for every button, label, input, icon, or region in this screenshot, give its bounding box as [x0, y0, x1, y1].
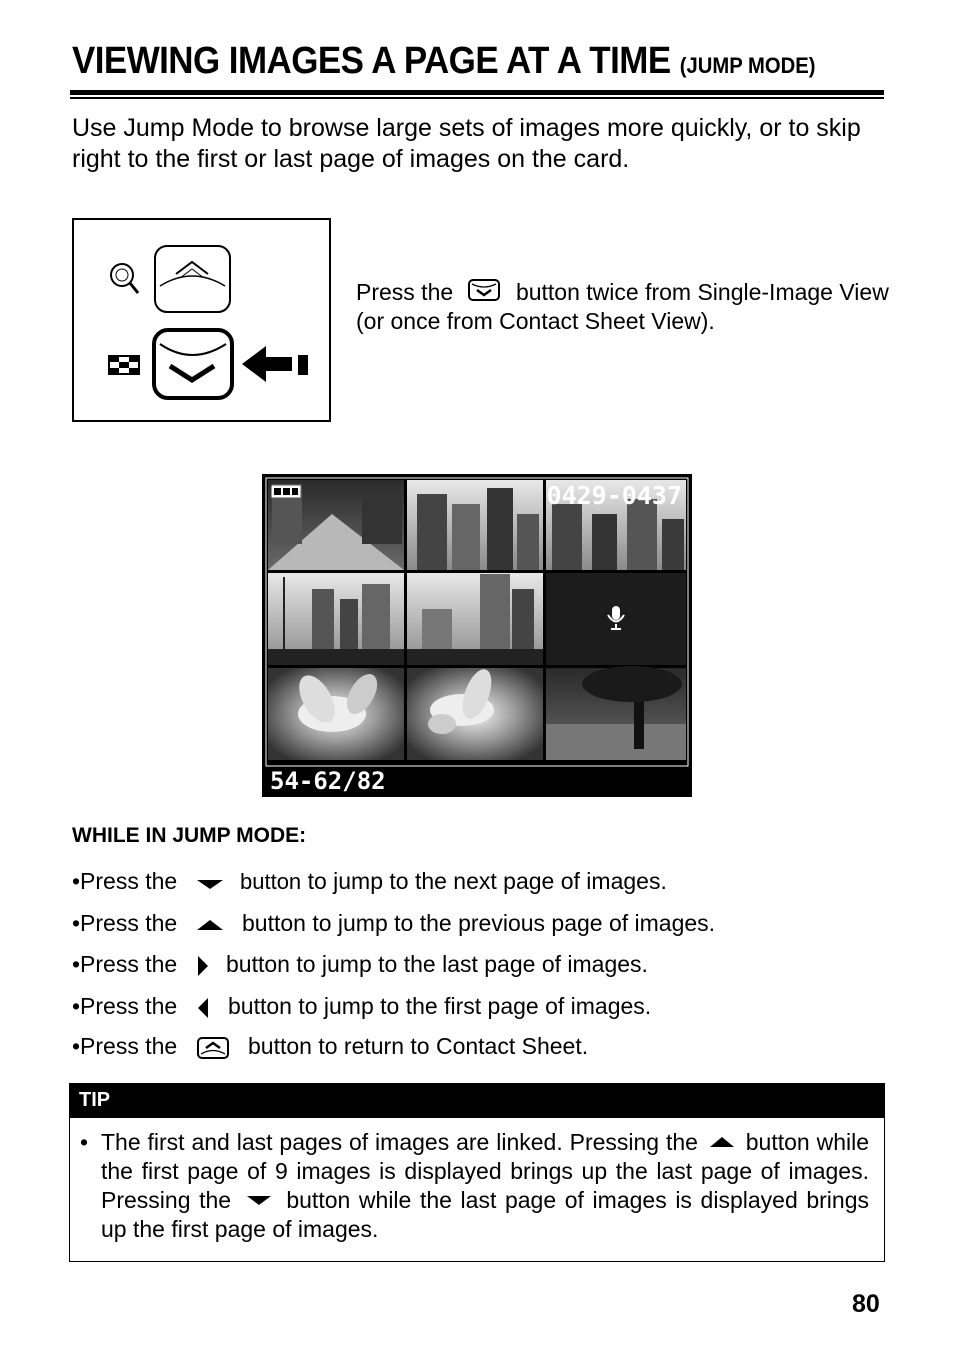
- checkerboard-icon: [109, 356, 139, 374]
- intro-paragraph: Use Jump Mode to browse large sets of images more quickly, or to skip right to the first or last page of images on the card.: [72, 114, 861, 173]
- list-item: [72, 990, 651, 1022]
- down-button-small-icon: [466, 278, 504, 302]
- up-arrow-icon: [707, 1134, 737, 1150]
- instruction-before: Press the: [356, 279, 454, 305]
- page-title-main: VIEWING IMAGES A PAGE AT A TIME: [72, 40, 671, 82]
- down-arrow-icon: [192, 874, 228, 892]
- list-item-before: •Press the: [72, 910, 178, 936]
- instruction-text: [356, 278, 896, 336]
- list-item-before: •Press the: [72, 1033, 178, 1059]
- page-title: [72, 40, 819, 83]
- up-arrow-icon: [192, 916, 228, 934]
- up-button-icon: [155, 246, 230, 312]
- thumbnail-9: [546, 666, 686, 760]
- thumbnail-2: [407, 480, 543, 570]
- zoom-up-button-icon: [196, 1036, 232, 1060]
- tip-text-part1: The first and last pages of images are linked. Pressing the: [101, 1129, 698, 1155]
- title-rule-thin: [70, 97, 884, 99]
- list-item: [72, 907, 715, 939]
- jump-mode-heading: WHILE IN JUMP MODE:: [72, 824, 307, 847]
- camera-screen: [262, 474, 692, 797]
- image-count-label: 54-62/82: [270, 767, 386, 795]
- file-range-label: 0429-0437: [546, 481, 682, 510]
- list-item-after: button to return to Contact Sheet.: [248, 1033, 589, 1059]
- tip-text-part3: button while the last page of images is displayed brings up the first page of images.: [101, 1187, 869, 1242]
- tip-header: TIP: [69, 1083, 885, 1117]
- list-item-after: button to jump to the first page of images.: [228, 993, 652, 1019]
- tip-bullet: •: [80, 1129, 89, 1155]
- thumbnail-7: [268, 668, 404, 760]
- right-arrow-icon: [192, 954, 214, 978]
- list-item: [72, 948, 648, 980]
- page-number: 80: [852, 1290, 880, 1318]
- list-item-after: button to jump to the last page of images.: [226, 951, 648, 977]
- down-button-icon: [154, 330, 232, 398]
- list-item-button-word: button: [240, 869, 302, 894]
- magnifier-icon: [111, 264, 138, 293]
- pointer-arrow-icon: [242, 346, 308, 382]
- battery-icon: [272, 486, 300, 497]
- left-arrow-icon: [192, 996, 214, 1020]
- thumbnail-6-audio: [546, 573, 686, 665]
- instruction-after: button twice from Single-Image View (or once from Contact Sheet View).: [356, 279, 889, 334]
- thumbnail-8: [407, 665, 543, 760]
- list-item-before: •Press the: [72, 951, 178, 977]
- list-item: [72, 865, 667, 897]
- list-item-before: •Press the: [72, 868, 178, 894]
- list-item-after: button to jump to the previous page of images.: [242, 910, 716, 936]
- list-item: [72, 1030, 588, 1062]
- thumbnail-5: [407, 573, 543, 665]
- title-rule-thick: [70, 90, 884, 95]
- page-title-sub: (JUMP MODE): [679, 53, 816, 78]
- tip-text-part2: button while the first page of 9 images is displayed brings up the last page of images. Pressing the: [101, 1129, 870, 1213]
- tip-text: [101, 1128, 869, 1244]
- list-item-after: to jump to the next page of images.: [307, 868, 667, 894]
- list-item-before: •Press the: [72, 993, 178, 1019]
- down-arrow-icon: [244, 1192, 274, 1208]
- thumbnail-4: [268, 573, 404, 665]
- button-illustration: [72, 218, 331, 422]
